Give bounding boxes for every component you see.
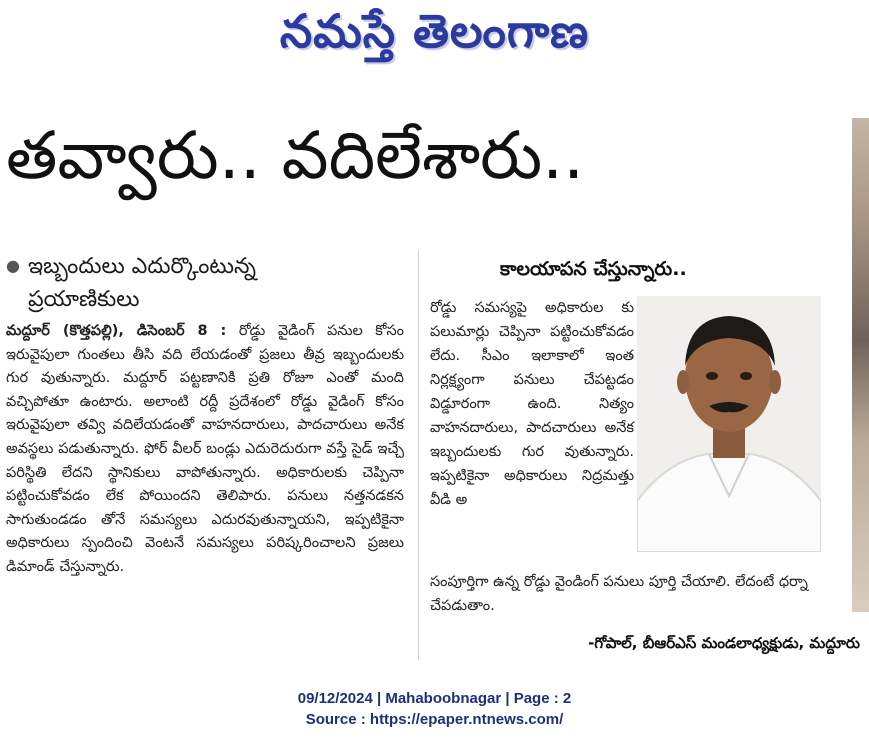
person-photo [637,296,821,552]
footer-source-link[interactable]: Source : https://epaper.ntnews.com/ [305,711,564,728]
quote-text-bottom: సంపూర్తిగా ఉన్న రోడ్డు వైండింగ్ పనులు పూర్తి చేయాలి. లేదంటే ధర్నా చేపడుతాం. [430,574,808,614]
article-body-text: రోడ్డు వైడింగ్ పనుల కోసం ఇరువైపులా గుంతలు తీసి వది లేయడంతో ప్రజలు తీవ్ర ఇబ్బందులకు గుర వుతున్నారు. మద్దూర్ పట్టణానికి ప్రతి రోజూ ఎంతో మంది వచ్చిపోతూ ఉంటారు. అలాంటి రద్దీ ప్రదేశంలో రోడ్డు వైడింగ్ కోసం ఇరువైపులా తవ్వి వదిలేయడంతో వాహనదారులు, పాదచారులు అనేక అవస్థలు పడుతున్నారు. ఫోర్ వీలర్ బండ్లు ఎదురెదురుగా వస్తే సైడ్ ఇచ్చే పరిస్థితి లేదని స్థానికులు వాపోతున్నారు. అధికారులకు చెప్పినా పట్టించుకోవడం లేక పోయిందని తెలిపారు. పనులు నత్తనడకన సాగుతుండడం తోనే సమస్యలు ఎదురవుతున్నాయని, ఇప్పటికైనా అధికారులు స్పందించి వెంటనే సమస్యలు పరిష్కరించాలని ప్రజలు డిమాండ్ చేస్తున్నారు. [6,323,404,575]
quote-text-top: రోడ్డు సమస్యపై అధికారుల కు పలుమార్లు చెప్పినా పట్టించుకోవడం లేదు. సీఎం ఇలాకాలో ఇంత నిర్లక్ష్యంగా పనులు చేపట్టడం విడ్డూరంగా ఉంది. నిత్యం వాహనదారులు, పాదచారులు అనేక ఇబ్బందులకు గుర వుతున్నారు. ఇప్పటికైనా అధికారులు నిద్రమత్తు వీడి అ [430,300,634,508]
person-portrait-icon [637,296,821,552]
column-divider [418,250,419,660]
page-footer [0,688,869,730]
article-subheading: ఇబ్బందులు ఎదుర్కొంటున్న ప్రయాణికులు [28,254,256,312]
quote-byline: -గోపాల్, బీఆర్‌ఎస్ మండలాధ్యక్షుడు, మద్దూరు [588,634,860,652]
footer-date-edition: 09/12/2024 | Mahaboobnagar | Page : 2 [297,690,572,707]
cropped-photo-edge [852,118,869,612]
newspaper-masthead: నమస్తే తెలంగాణ [279,4,590,58]
article-dateline: మద్దూర్ (కొత్తపల్లి), డిసెంబర్ 8 : [6,323,227,339]
sidebar-box-title: కాలయాపన చేస్తున్నారు.. [500,258,687,280]
article-headline: తవ్వారు.. వదిలేశారు.. [6,117,585,194]
bullet-icon: ● [6,256,20,275]
article-body [6,320,404,580]
